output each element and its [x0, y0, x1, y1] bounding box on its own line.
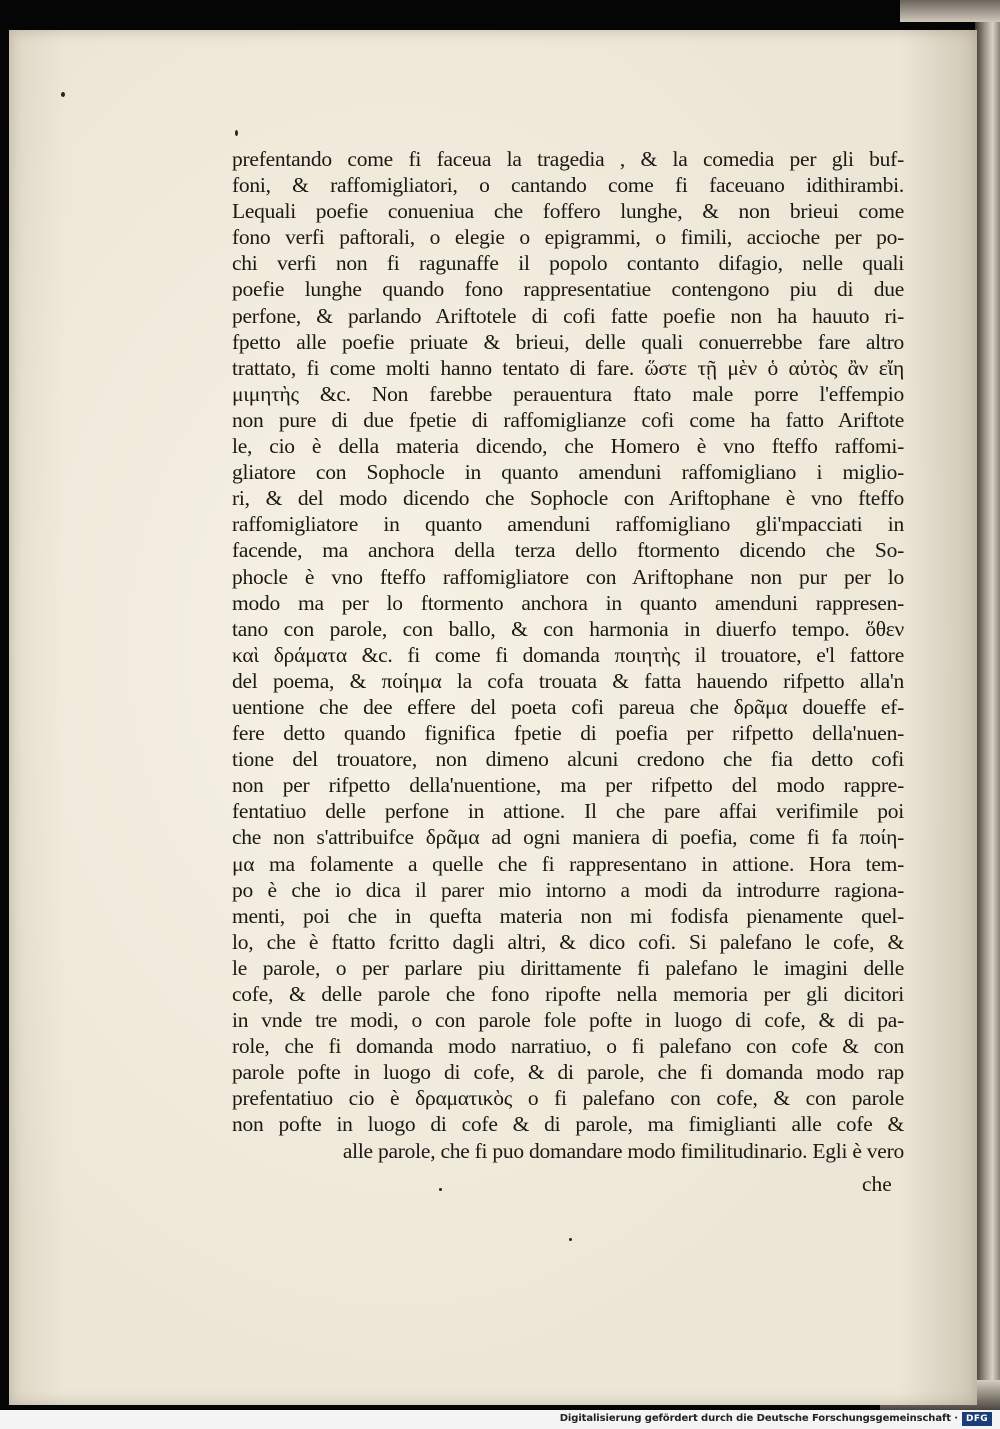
- text-line: prefentatiuo cio è δραματικὸς o fi palefano con cofe, & con parole: [232, 1086, 904, 1111]
- text-line: raffomigliatore in quanto amenduni raffomigliano gli'mpacciati in: [232, 512, 904, 537]
- text-line: tione del trouatore, non dimeno alcuni credono che fia detto cofi: [232, 747, 904, 772]
- text-line: poefie lunghe quando fono rappresentatiue contengono piu di due: [232, 277, 904, 302]
- text-line: uentione che dee effere del poeta cofi pareua che δρᾶμα doueffe ef-: [232, 694, 904, 719]
- text-line: le parole, o per parlare piu dirittamente fi palefano le imagini delle: [232, 955, 904, 980]
- catchword: che: [862, 1172, 892, 1196]
- text-line: fentatiuo delle perfone in attione. Il che pare affai verifimile poi: [232, 799, 904, 824]
- text-line: cofe, & delle parole che fono ripofte nella memoria per gli dicitori: [232, 982, 904, 1006]
- book-page-edge-top: [900, 0, 1000, 22]
- text-line: perfone, & parlando Ariftotele di cofi fatte poefie non ha hauuto ri-: [232, 303, 904, 328]
- text-line: μιμητὴς &c. Non farebbe perauentura ftato male porre l'effempio: [232, 381, 904, 406]
- text-line: Lequali poefie conueniua che foffero lunghe, & non brieui come: [232, 199, 904, 224]
- text-line: καὶ δράματα &c. fi come fi domanda ποιητὴς il trouatore, e'l fattore: [232, 642, 904, 667]
- page-body-text: [232, 146, 912, 1164]
- text-line: role, che fi domanda modo narratiuo, o fi palefano con cofe & con: [232, 1034, 904, 1059]
- text-line: non per rifpetto della'nuentione, ma per rifpetto del modo rappre-: [232, 773, 904, 798]
- text-line: fpetto alle poefie priuate & brieui, delle quali conuerrebbe fare altro: [232, 329, 904, 354]
- text-line: menti, poi che in quefta materia non mi fodisfa pienamente quel-: [232, 903, 904, 928]
- text-line: chi verfi non fi ragunaffe il popolo contanto difagio, nelle quali: [232, 251, 904, 276]
- text-line: tano con parole, con ballo, & con harmonia in diuerfo tempo. ὅθεν: [232, 616, 904, 641]
- dfg-logo: DFG: [962, 1412, 992, 1426]
- text-line: gliatore con Sophocle in quanto amenduni raffomigliano i miglio-: [232, 460, 904, 485]
- text-line: μα ma folamente a quelle che fi rappresentano in attione. Hora tem-: [232, 851, 904, 876]
- text-line: alle parole, che fi puo domandare modo fimilitudinario. Egli è vero: [342, 1138, 904, 1163]
- paper-speck: [61, 92, 65, 97]
- text-line: fere detto quando fignifica fpetie di poefia per rifpetto della'nuen-: [232, 721, 904, 746]
- text-line: po è che io dica il parer mio intorno a modi da introdurre ragiona-: [232, 877, 904, 902]
- text-line: trattato, fi come molti hanno tentato di fare. ὥστε τῇ μὲν ὁ αὐτὸς ἂν εἴη: [232, 355, 904, 380]
- text-line: phocle è vno fteffo raffomigliatore con Ariftophane non pur per lo: [232, 564, 904, 589]
- text-line: facende, ma anchora della terza dello ftormento dicendo che So-: [232, 538, 904, 563]
- paper-speck: [235, 130, 238, 136]
- text-line: non pofte in luogo di cofe & di parole, ma fimiglianti alle cofe &: [232, 1112, 904, 1137]
- text-line: le, cio è della materia dicendo, che Homero è vno fteffo raffomi-: [232, 434, 904, 459]
- text-line: lo, che è ftatto fcritto dagli altri, & dico cofi. Si palefano le cofe, &: [232, 929, 904, 954]
- text-line: ri, & del modo dicendo che Sophocle con Ariftophane è vno fteffo: [232, 486, 904, 511]
- text-line: parole pofte in luogo di cofe, & di parole, che fi domanda modo rap: [232, 1060, 904, 1085]
- paper-speck: [439, 1188, 442, 1191]
- text-line: foni, & raffomigliatori, o cantando come fi faceuano idithirambi.: [232, 173, 904, 198]
- paper-speck: [569, 1238, 572, 1241]
- text-line: che non s'attribuifce δρᾶμα ad ogni maniera di poefia, come fi fa ποίη-: [232, 825, 904, 850]
- text-line: fono verfi paftorali, o elegie o epigrammi, o fimili, accioche per po-: [232, 225, 904, 250]
- text-line: in vnde tre modi, o con parole fole pofte in luogo di cofe, & di pa-: [232, 1008, 904, 1033]
- text-line: modo ma per lo ftormento anchora in quanto amenduni rappresen-: [232, 590, 904, 615]
- digitization-credit: Digitalisierung gefördert durch die Deutsche Forschungsgemeinschaft ·: [559, 1413, 958, 1424]
- text-line: non pure di due fpetie di raffomiglianze cofi come ha fatto Ariftote: [232, 407, 904, 432]
- book-page-edge: [975, 0, 1000, 1410]
- text-line: del poema, & ποίημα la cofa trouata & fatta hauendo rifpetto alla'n: [232, 668, 904, 693]
- text-line: prefentando come fi faceua la tragedia , & la comedia per gli buf-: [232, 147, 904, 171]
